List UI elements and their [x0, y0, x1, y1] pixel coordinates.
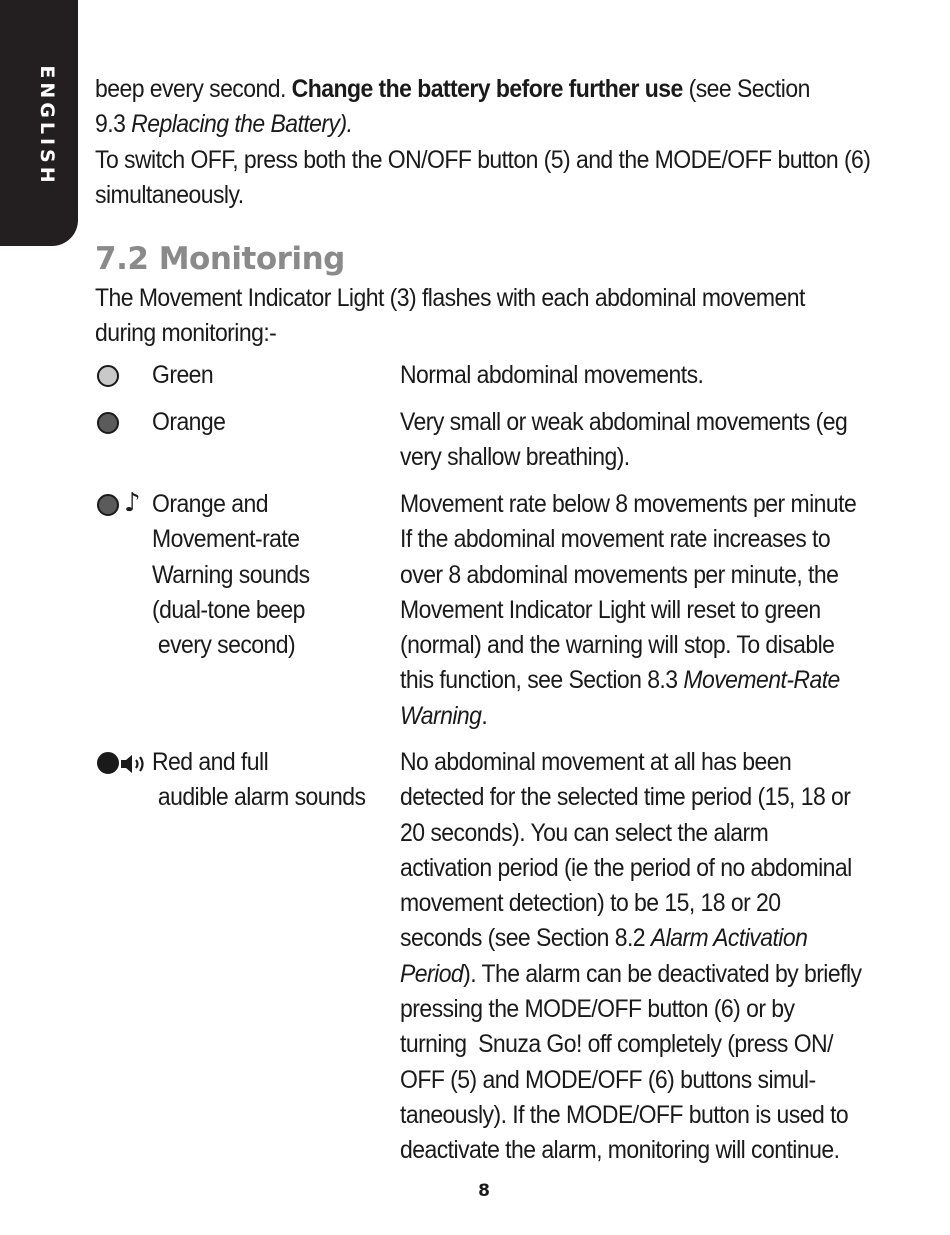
- page-number: 8: [478, 1181, 490, 1201]
- replacing-battery-reference: Replacing the Battery).: [131, 110, 353, 139]
- indicator-label: Orange: [152, 408, 226, 436]
- indicator-icons: [95, 412, 151, 438]
- light-orange-circle-icon: [97, 494, 119, 516]
- top-paragraph-line1: beep every second. Change the battery before further use (see Section: [95, 75, 810, 103]
- indicator-icons: [95, 752, 151, 778]
- speaker-icon: [121, 753, 147, 775]
- top-paragraph-line2: 9.3 Replacing the Battery).: [95, 110, 353, 139]
- indicator-description: Normal abdominal movements.: [400, 361, 704, 389]
- indicator-icons: [95, 488, 151, 520]
- alarm-activation-reference: Alarm Activation: [650, 924, 808, 953]
- main-content: [95, 72, 895, 352]
- movement-rate-warning-reference: Movement-Rate: [683, 666, 840, 695]
- indicator-row-green: [95, 358, 895, 405]
- indicator-row-movement-rate: [95, 487, 895, 745]
- battery-warning-bold: Change the battery before further use: [291, 75, 683, 103]
- section-intro-line2: during monitoring:-: [95, 319, 277, 348]
- music-note-icon: ♪: [124, 488, 141, 518]
- indicator-row-orange: [95, 405, 895, 487]
- language-label: ENGLISH: [36, 65, 58, 187]
- indicator-description: Movement rate below 8 movements per minute If the abdominal movement rate increases to over 8 abdominal movements per minute, the Movement Indicator Light will reset to green (normal) and the warning will stop. To disable this function, see Section 8.3 Movement-Rate Warning.: [400, 490, 857, 730]
- light-green-circle-icon: [97, 365, 119, 387]
- language-side-tab: [0, 0, 78, 246]
- indicator-description: No abdominal movement at all has been detected for the selected time period (15, 18 or 20 seconds). You can select the alarm activation period (ie the period of no abdominal movement detection) to be 15, 18 or 20 seconds (see Section 8.2 Alarm Activation Period). The alarm can be deactivated by briefly pressing the MODE/OFF button (6) or by turning Snuza Go! off completely (press ON/ OFF (5) and MODE/OFF (6) buttons simul- taneously). If the MODE/OFF button is used to deactivate the alarm, monitoring will continue.: [400, 748, 862, 1165]
- indicator-row-red-alarm: [95, 745, 895, 1165]
- indicator-label: Red and full audible alarm sounds: [152, 748, 366, 812]
- indicator-icons: [95, 365, 151, 391]
- indicator-label: Orange and Movement-rate Warning sounds (dual-tone beep every second): [152, 490, 310, 660]
- indicator-table: [95, 358, 895, 1165]
- section-title: 7.2 Monitoring: [95, 241, 345, 278]
- indicator-label: Green: [152, 361, 214, 389]
- indicator-description: Very small or weak abdominal movements (eg very shallow breathing).: [400, 408, 848, 472]
- top-paragraph-line4: simultaneously.: [95, 180, 244, 209]
- top-paragraph-line3: To switch OFF, press both the ON/OFF button (5) and the MODE/OFF button (6): [95, 145, 871, 174]
- light-orange-circle-icon: [97, 412, 119, 434]
- section-intro-line1: The Movement Indicator Light (3) flashes with each abdominal movement: [95, 284, 805, 313]
- light-red-circle-icon: [97, 752, 119, 774]
